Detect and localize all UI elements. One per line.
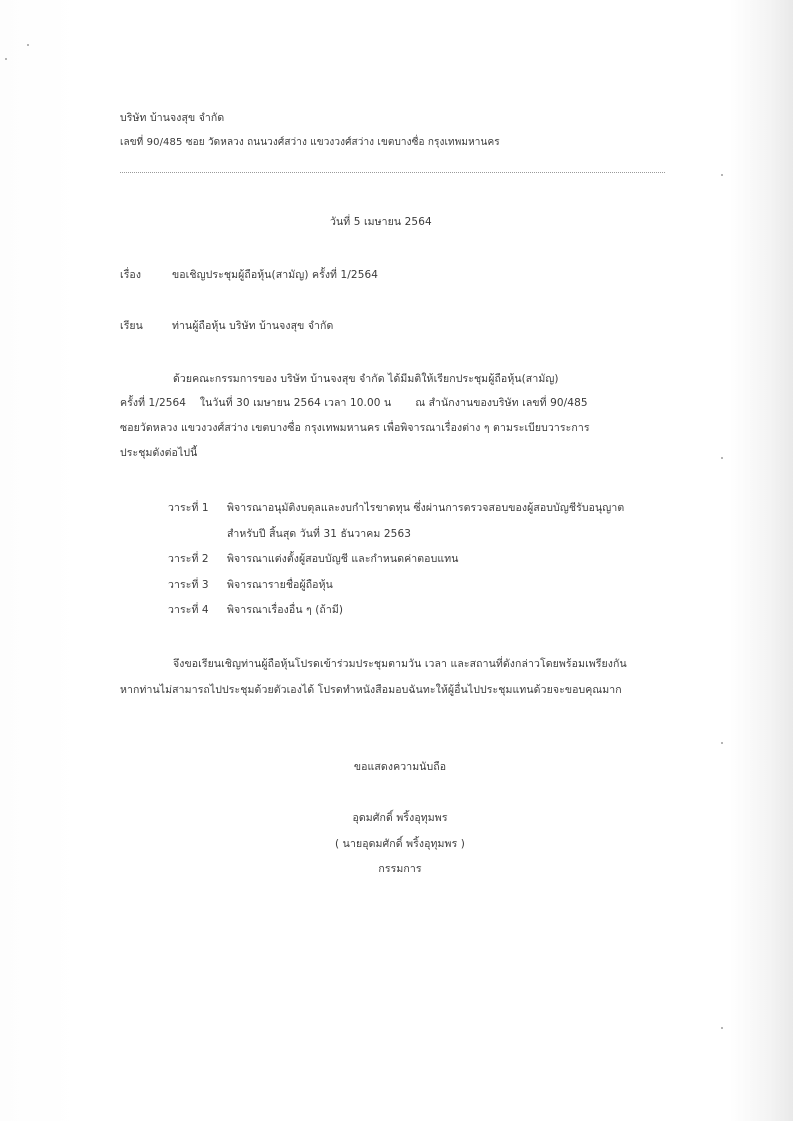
signed-name: อุดมศักดิ์ พริ้งอุทุมพร — [352, 812, 448, 824]
agenda-text: พิจารณารายชื่อผู้ถือหุ้น — [227, 579, 333, 591]
closing-line-1: จึงขอเรียนเชิญท่านผู้ถือหุ้นโปรดเข้าร่วมประชุมตามวัน เวลา และสถานที่ดังกล่าวโดยพร้อมเพรียงกัน — [173, 658, 627, 670]
agenda-label: วาระที่ 1 — [168, 502, 209, 514]
agenda-text: พิจารณาเรื่องอื่น ๆ (ถ้ามี) — [227, 604, 344, 616]
closing-line-2: หากท่านไม่สามารถไปประชุมด้วยตัวเองได้ โปรดทำหนังสือมอบฉันทะให้ผู้อื่นไปประชุมแทนด้วยจะขอบคุณมาก — [120, 684, 622, 696]
body-line-4: ประชุมดังต่อไปนี้ — [120, 447, 198, 459]
scan-speck — [721, 1027, 723, 1029]
agenda-label: วาระที่ 2 — [168, 553, 209, 565]
signer-title: กรรมการ — [378, 863, 422, 875]
scan-speck — [721, 174, 723, 176]
body-line-3: ซอยวัดหลวง แขวงวงศ์สว่าง เขตบางซื่อ กรุงเทพมหานคร เพื่อพิจารณาเรื่องต่าง ๆ ตามระเบียบวาระการ — [120, 422, 590, 434]
body-line-1: ด้วยคณะกรรมการของ บริษัท บ้านจงสุข จำกัด ได้มีมติให้เรียกประชุมผู้ถือหุ้น(สามัญ) — [173, 373, 559, 385]
scan-speck — [721, 742, 723, 744]
printed-name: ( นายอุดมศักดิ์ พริ้งอุทุมพร ) — [335, 838, 465, 850]
letter-date: วันที่ 5 เมษายน 2564 — [330, 216, 432, 228]
scan-speck — [5, 58, 7, 60]
body-line-2: ครั้งที่ 1/2564 ในวันที่ 30 เมษายน 2564 เวลา 10.00 น ณ สำนักงานของบริษัท เลขที่ 90/485 — [120, 397, 588, 409]
recipient-label: เรียน — [120, 320, 143, 332]
agenda-label: วาระที่ 4 — [168, 604, 209, 616]
agenda-text: พิจารณาอนุมัติงบดุลและงบกำไรขาดทุน ซึ่งผ่านการตรวจสอบของผู้สอบบัญชีรับอนุญาต — [227, 502, 625, 514]
agenda-text-continuation: สำหรับปี สิ้นสุด วันที่ 31 ธันวาคม 2563 — [227, 528, 411, 540]
company-address: เลขที่ 90/485 ซอย วัดหลวง ถนนวงศ์สว่าง แขวงวงศ์สว่าง เขตบางซื่อ กรุงเทพมหานคร — [120, 137, 500, 148]
agenda-text: พิจารณาแต่งตั้งผู้สอบบัญชี และกำหนดค่าตอบแทน — [227, 553, 459, 565]
header-divider — [120, 172, 665, 173]
company-name: บริษัท บ้านจงสุข จำกัด — [120, 112, 225, 124]
subject-label: เรื่อง — [120, 269, 142, 281]
scan-speck — [721, 457, 723, 459]
salutation: ขอแสดงความนับถือ — [353, 761, 447, 773]
subject-text: ขอเชิญประชุมผู้ถือหุ้น(สามัญ) ครั้งที่ 1/2564 — [172, 269, 379, 281]
scan-speck — [27, 44, 29, 46]
recipient-text: ท่านผู้ถือหุ้น บริษัท บ้านจงสุข จำกัด — [172, 320, 334, 332]
agenda-label: วาระที่ 3 — [168, 579, 209, 591]
